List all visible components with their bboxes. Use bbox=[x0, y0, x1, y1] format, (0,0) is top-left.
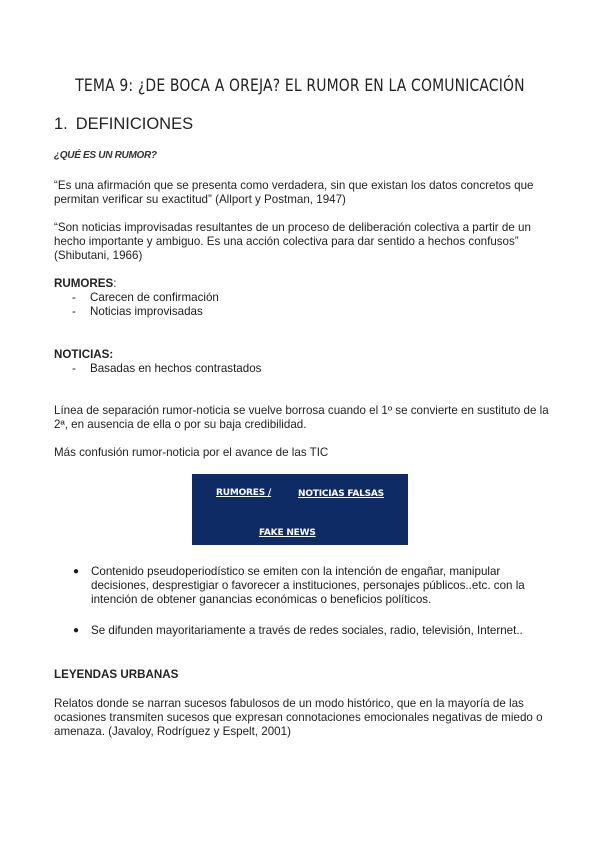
list-item bbox=[54, 624, 554, 638]
leyendas-paragraph: Relatos donde se narran sucesos fabulosos de un modo histórico, que en la mayoría de las ocasiones transmiten sucesos que expresan connotaciones emocionales negativas de miedo o amenaza. (Javaloy, Rodríguez y Espelt, 2001) bbox=[54, 697, 543, 739]
banner-fake-news: FAKE NEWS bbox=[259, 528, 316, 538]
separation-paragraph: Línea de separación rumor-noticia se vuelve borrosa cuando el 1º se convierte en sustituto de la 2ª, en ausencia de ella o por su baja credibilidad. bbox=[54, 404, 549, 432]
list-item-text: Noticias improvisadas bbox=[90, 305, 203, 319]
confusion-paragraph: Más confusión rumor-noticia por el avance de las TIC bbox=[54, 446, 329, 459]
list-item-text: Basadas en hechos contrastados bbox=[90, 362, 262, 375]
list-item-text: Se difunden mayoritariamente a través de redes sociales, radio, televisión, Internet.. bbox=[91, 624, 523, 637]
rumores-list bbox=[72, 291, 219, 319]
leyendas-heading: LEYENDAS URBANAS bbox=[54, 668, 179, 681]
quote-allport: “Es una afirmación que se presenta como verdadera, sin que existan los datos concretos que permitan verificar su exactitud” (Allport y Postman, 1947) bbox=[54, 179, 534, 207]
rumores-label bbox=[54, 277, 117, 290]
banner-noticias-falsas: NOTICIAS FALSAS bbox=[298, 489, 384, 499]
subheading: ¿QUÉ ES UN RUMOR? bbox=[54, 150, 157, 161]
rumores-label-text: RUMORES bbox=[54, 277, 114, 290]
section-title: DEFINICIONES bbox=[75, 115, 194, 133]
bullet-icon: ● bbox=[73, 566, 80, 577]
fake-news-points bbox=[54, 565, 554, 608]
page-title: TEMA 9: ¿DE BOCA A OREJA? EL RUMOR EN LA COMUNICACIÓN bbox=[75, 76, 525, 96]
list-item: - Carecen de confirmación bbox=[72, 291, 219, 304]
list-item bbox=[54, 565, 554, 608]
fake-news-points-2 bbox=[54, 624, 554, 638]
list-item-text: Carecen de confirmación bbox=[90, 291, 219, 304]
rumores-colon: : bbox=[113, 277, 117, 290]
list-item: - Basadas en hechos contrastados bbox=[72, 362, 262, 375]
noticias-label: NOTICIAS: bbox=[54, 348, 114, 361]
quote-shibutani: “Son noticias improvisadas resultantes de un proceso de deliberación colectiva a partir de un hecho importante y ambiguo. Es una acción colectiva para dar sentido a hechos confusos” (Shibutani, 1966) bbox=[54, 221, 531, 263]
bullet-icon: ● bbox=[73, 625, 80, 636]
section-heading bbox=[54, 115, 193, 134]
list-item-text: Contenido pseudoperiodístico se emiten con la intención de engañar, manipular decisiones, desprestigiar o favorecer a instituciones, personajes públicos..etc. con la intención de obtener ganancias económicas o beneficios políticos. bbox=[91, 565, 525, 607]
noticias-list bbox=[72, 362, 261, 376]
list-item: - Noticias improvisadas bbox=[72, 305, 203, 319]
section-number: 1. bbox=[54, 115, 68, 133]
fake-news-banner bbox=[192, 474, 408, 545]
banner-rumores: RUMORES / bbox=[216, 488, 272, 498]
